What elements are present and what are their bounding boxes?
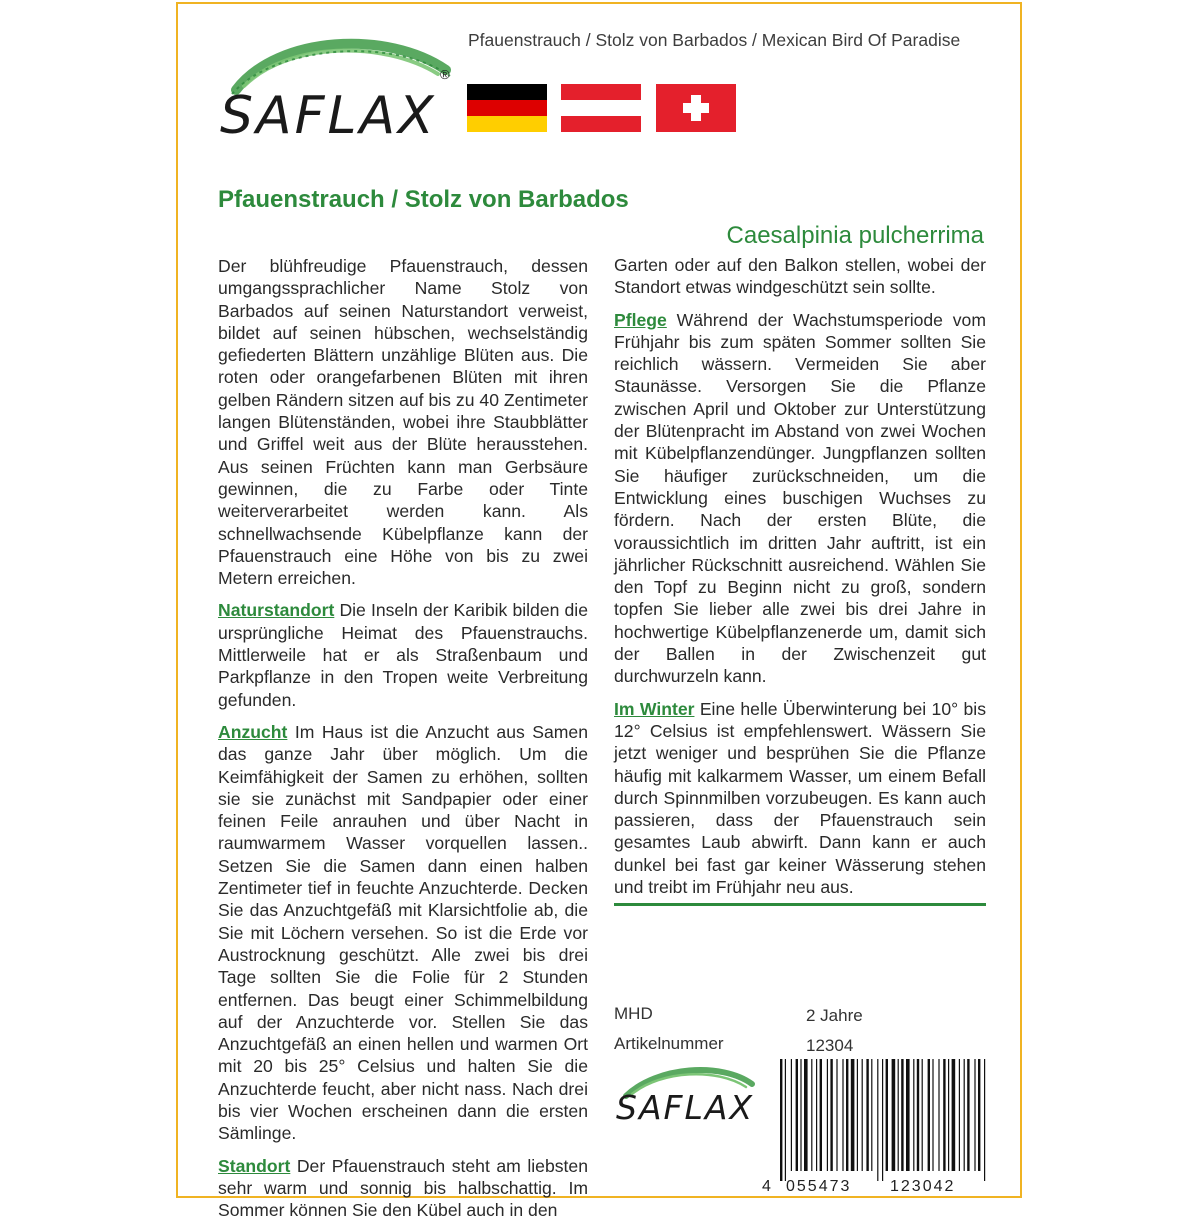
anzucht-heading: Anzucht <box>218 721 288 742</box>
barcode-bar <box>796 1059 798 1171</box>
barcode-digits-right: 123042 <box>890 1178 956 1195</box>
barcode-bar <box>827 1059 828 1171</box>
anzucht-text: Im Haus ist die Anzucht aus Samen das ganze Jahr über möglich. Um die Keimfähigkeit der Samen zu erhöhen, sollten sie sie zunächst mit Sandpapier oder einer feinen Feile anrauhen und über Nacht in raumwarmem Wasser vorquellen lassen.. Setzen Sie die Samen dann einen halben Zentimeter tief in feuchte Anzuchterde. Decken Sie das Anzuchtgefäß mit Klarsichtfolie ab, die Sie mit Löchern versehen. So ist die Erde vor Austrocknung geschützt. Alle zwei bis drei Tage sollten Sie die Folie für 2 Stunden entfernen. Das beugt einer Schimmelbildung auf der Anzuchterde vor. Stellen Sie das Anzuchtgefäß an einen hellen und warmen Ort mit 20 bis 25° Celsius und halten Sie die Anzuchterde feucht, aber nicht nass. Nach drei bis vier Wochen erscheinen dann die ersten Sämlinge. <box>218 721 588 1144</box>
logo-wordmark-small: SAFLAX <box>616 1088 755 1127</box>
intro-paragraph: Der blühfreudige Pfauenstrauch, dessen umgangssprachlicher Name Stolz von Barbados auf seinen Naturstandort verweist, bildet auf seinen hübschen, wechselständig gefiederten Blättern unzählige Blüten aus. Die roten oder orangefarbenen Blüten mit ihren gelben Rändern sitzen auf bis zu 40 Zentimeter langen Blütenständen, wobei ihre Staubblätter und Griffel weit aus der Blüte herausstehen. Aus seinen Früchten kann man Gerbsäure gewinnen, die zu Farbe oder Tinte weiterverarbeitet werden kann. Als schnellwachsende Kübelpflanze kann der Pfauenstrauch eine Höhe von bis zu zwei Metern erreichen. <box>218 256 588 589</box>
saflax-logo-small <box>612 1060 782 1140</box>
standort-continuation: Garten oder auf den Balkon stellen, wobei der Standort etwas windgeschützt sein sollte. <box>614 255 986 298</box>
pflege-paragraph <box>614 309 986 688</box>
barcode-digit-prefix: 4 <box>762 1178 771 1195</box>
barcode-bar <box>978 1059 980 1171</box>
pflege-heading: Pflege <box>614 309 667 330</box>
barcode-bar <box>816 1059 817 1171</box>
barcode-bar <box>791 1059 792 1171</box>
barcode-bar <box>959 1059 960 1171</box>
barcode-bar <box>948 1059 949 1171</box>
barcode-bar <box>943 1059 945 1171</box>
barcode-bar <box>804 1059 808 1171</box>
barcode-bar <box>877 1059 878 1181</box>
barcode-bar <box>846 1059 848 1171</box>
standort-paragraph <box>218 1155 588 1222</box>
switzerland-flag-icon <box>656 84 736 132</box>
austria-flag-icon <box>561 84 641 132</box>
winter-text: Eine helle Überwinterung bei 10° bis 12° Celsius ist empfehlenswert. Wässern Sie jetzt weniger und besprühen Sie die Pflanze häufig mit kalkarmem Wasser, um einem Befall durch Spinnmilben vorzubeugen. Es kann auch passieren, dass der Pfauenstrauch sein gesamtes Laub abwirft. Dann kann er auch dunkel bei fast gar keiner Wässerung stehen und treibt im Frühjahr neu aus. <box>614 698 986 898</box>
barcode-bar <box>928 1059 930 1171</box>
barcode-bar <box>842 1059 843 1171</box>
barcode-digits-left: 055473 <box>786 1178 852 1195</box>
latin-name: Caesalpinia pulcherrima <box>726 222 984 249</box>
barcode-bar <box>811 1059 812 1171</box>
barcode-bar <box>851 1059 855 1171</box>
barcode-bar <box>836 1059 837 1171</box>
barcode-bars <box>780 1059 985 1181</box>
barcode-bar <box>964 1059 965 1171</box>
saflax-logo <box>218 30 458 146</box>
ean-barcode <box>762 1055 992 1195</box>
mhd-value: 2 Jahre <box>806 1006 863 1025</box>
barcode-bar <box>898 1059 899 1171</box>
naturstandort-heading: Naturstandort <box>218 600 335 621</box>
barcode-bar <box>830 1059 832 1171</box>
barcode-bar <box>922 1059 923 1171</box>
registered-mark: ® <box>440 67 450 82</box>
barcode-bar <box>913 1059 914 1171</box>
winter-paragraph <box>614 698 986 899</box>
article-number-value: 12304 <box>806 1036 854 1055</box>
barcode-bar <box>967 1059 969 1171</box>
barcode-bar <box>906 1059 910 1171</box>
barcode-bar <box>785 1059 786 1181</box>
logo-wordmark: SAFLAX <box>220 86 437 146</box>
winter-heading: Im Winter <box>614 698 695 719</box>
barcode-bar <box>952 1059 956 1171</box>
barcode-bar <box>871 1059 872 1171</box>
barcode-bar <box>938 1059 939 1171</box>
germany-flag-icon <box>467 84 547 132</box>
standort-text: Der Pfauenstrauch steht am liebsten sehr warm und sonnig bis halbschattig. Im Sommer können Sie den Kübel auch in den <box>218 1155 588 1221</box>
barcode-bar <box>974 1059 975 1171</box>
article-number-label: Artikelnummer <box>614 1034 724 1053</box>
barcode-bar <box>866 1059 868 1171</box>
barcode-bar <box>932 1059 933 1171</box>
barcode-bar <box>917 1059 919 1171</box>
barcode-bar <box>886 1059 888 1171</box>
section-divider <box>614 903 986 906</box>
standort-heading: Standort <box>218 1155 291 1176</box>
barcode-bar <box>901 1059 903 1171</box>
product-title: Pfauenstrauch / Stolz von Barbados <box>218 186 629 213</box>
barcode-bar <box>862 1059 863 1171</box>
naturstandort-text: Die Inseln der Karibik bilden die ursprüngliche Heimat des Pfauenstrauchs. Mittlerweile hat er als Straßenbaum und Parkpflanze in den Tropen weite Verbreitung gefunden. <box>218 600 588 710</box>
product-subtitle: Pfauenstrauch / Stolz von Barbados / Mexican Bird Of Paradise <box>468 30 961 50</box>
barcode-bar <box>882 1059 883 1181</box>
barcode-bar <box>820 1059 822 1171</box>
barcode-bar <box>857 1059 858 1171</box>
barcode-bar <box>780 1059 782 1181</box>
mhd-label: MHD <box>614 1004 653 1023</box>
right-text-column <box>614 254 986 908</box>
barcode-bar <box>800 1059 801 1171</box>
anzucht-paragraph <box>218 721 588 1145</box>
pflege-text: Während der Wachstumsperiode vom Frühjahr bis zum späten Sommer sollten Sie reichlich wässern. Vermeiden Sie aber Staunässe. Versorgen Sie die Pflanze zwischen April und Oktober zur Unterstützung der Blütenpracht im Abstand von zwei Wochen mit Kübelpflanzendünger. Jungpflanzen sollten Sie häufiger zurückschneiden, um die Entwicklung eines buschigen Wuchses zu fördern. Nach der ersten Blüte, die voraussichtlich im dritten Jahr auftritt, ist ein jährlicher Rückschnitt ausreichend. Wählen Sie den Topf zu Beginn nicht zu groß, sondern topfen Sie lieber alle zwei bis drei Jahre in hochwertige Kübelpflanzenerde um, damit sich der Ballen in der Zwischenzeit gut durchwurzeln kann. <box>614 309 986 687</box>
barcode-bar <box>984 1059 985 1181</box>
barcode-bar <box>892 1059 896 1171</box>
left-text-column <box>218 255 588 1231</box>
naturstandort-paragraph <box>218 599 588 710</box>
